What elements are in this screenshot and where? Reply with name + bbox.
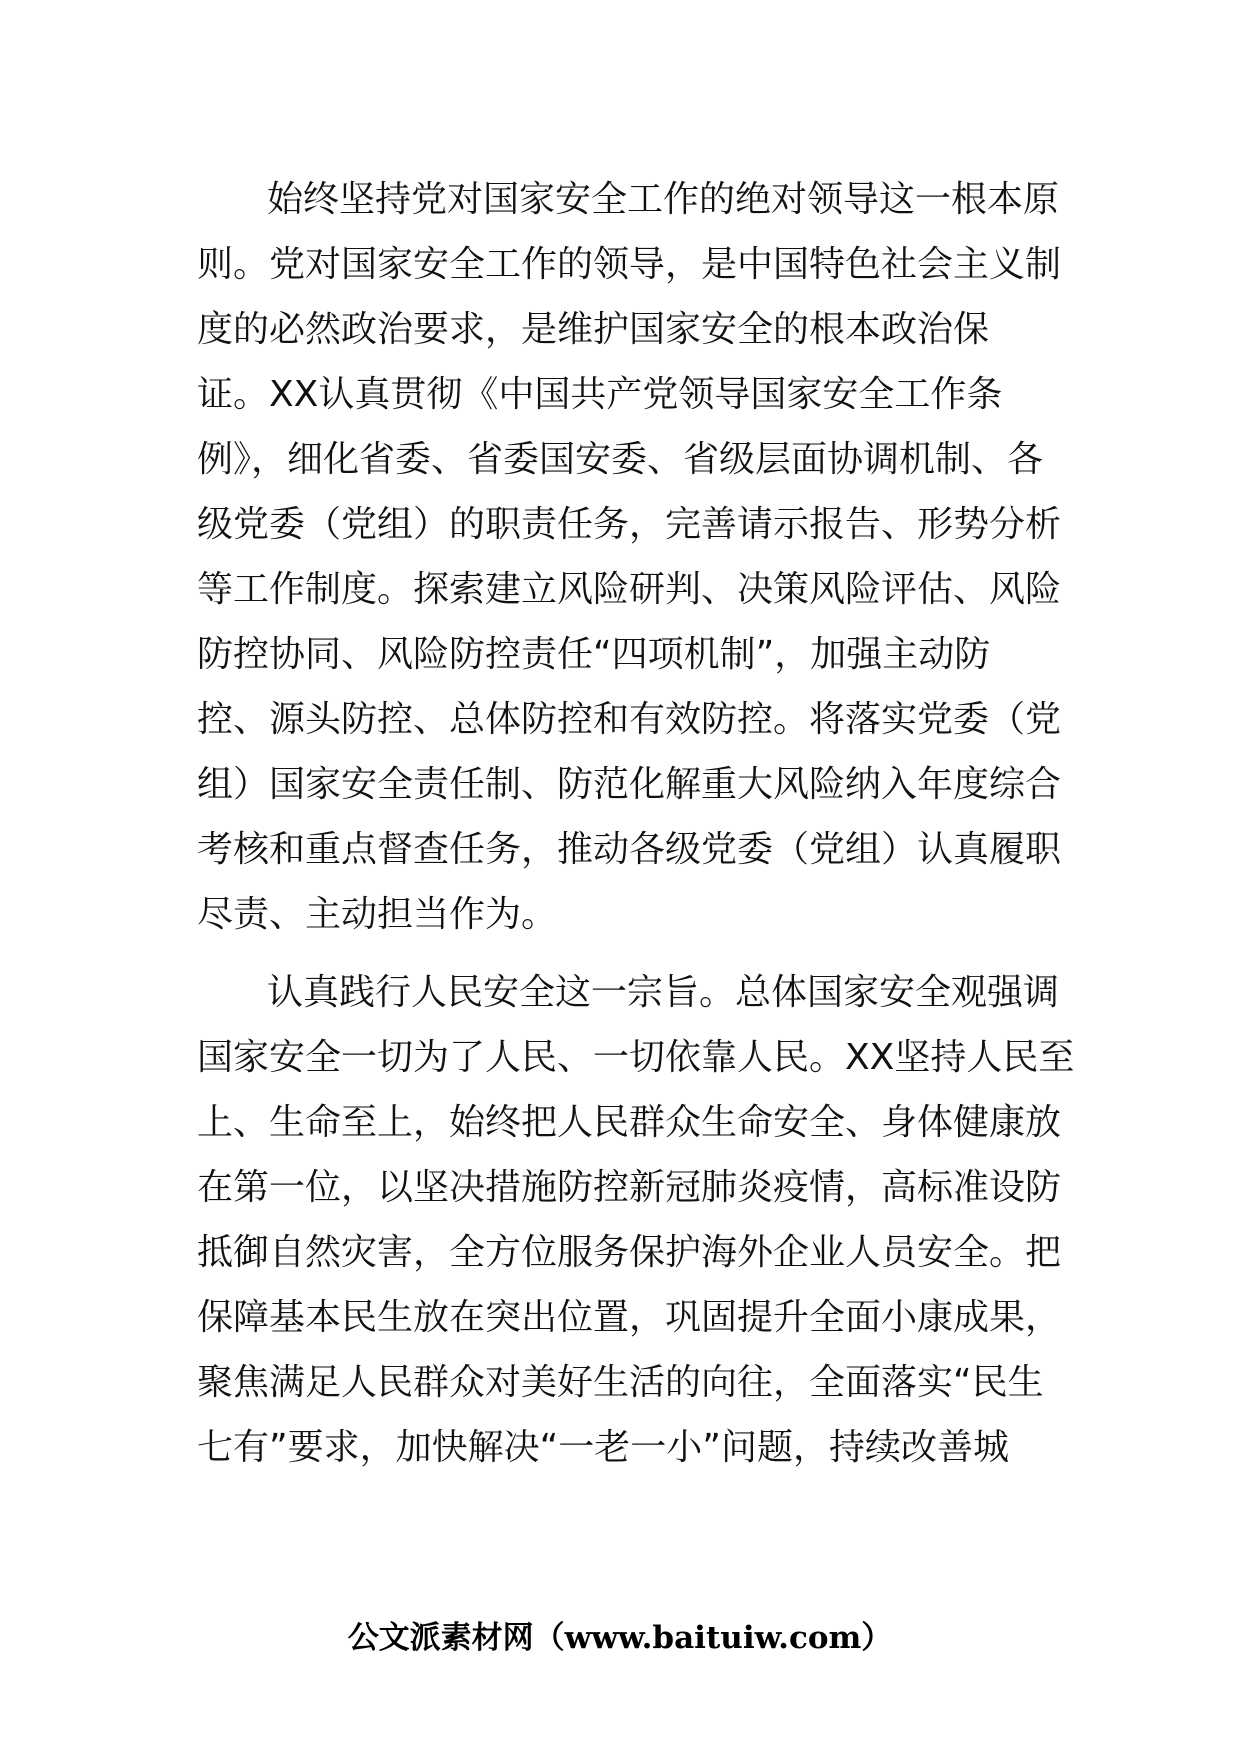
text-line: 七有”要求，加快解决“一老一小”问题，持续改善城	[197, 1427, 1009, 1468]
text-line: 级党委（党组）的职责任务，完善请示报告、形势分析	[197, 504, 1062, 545]
text-line: 证。XX认真贯彻《中国共产党领导国家安全工作条	[197, 374, 1003, 415]
text-line: 在第一位，以坚决措施防控新冠肺炎疫情，高标准设防	[197, 1167, 1062, 1208]
text-line: 等工作制度。探索建立风险研判、决策风险评估、风险	[197, 569, 1062, 610]
text-line: 聚焦满足人民群众对美好生活的向往，全面落实“民生	[197, 1362, 1044, 1403]
text-line: 度的必然政治要求，是维护国家安全的根本政治保	[197, 309, 990, 350]
body-text	[197, 167, 1075, 1480]
footer-watermark: 公文派素材网（www.baituiw.com）	[347, 1620, 893, 1656]
text-line: 国家安全一切为了人民、一切依靠人民。XX坚持人民至	[197, 1037, 1075, 1078]
text-line: 上、生命至上，始终把人民群众生命安全、身体健康放	[197, 1102, 1062, 1143]
text-line: 始终坚持党对国家安全工作的绝对领导这一根本原	[267, 179, 1060, 220]
text-line: 则。党对国家安全工作的领导，是中国特色社会主义制	[197, 244, 1062, 285]
text-line: 控、源头防控、总体防控和有效防控。将落实党委（党	[197, 699, 1062, 740]
text-line: 保障基本民生放在突出位置，巩固提升全面小康成果，	[197, 1297, 1062, 1338]
text-line: 例》，细化省委、省委国安委、省级层面协调机制、各	[197, 439, 1044, 480]
text-line: 抵御自然灾害，全方位服务保护海外企业人员安全。把	[197, 1232, 1062, 1273]
text-line: 认真践行人民安全这一宗旨。总体国家安全观强调	[267, 972, 1060, 1013]
text-line: 防控协同、风险防控责任“四项机制”，加强主动防	[197, 634, 991, 675]
text-line: 尽责、主动担当作为。	[197, 894, 558, 935]
paragraph-1	[197, 167, 1062, 947]
text-line: 考核和重点督查任务，推动各级党委（党组）认真履职	[197, 829, 1062, 870]
paragraph-2	[197, 960, 1075, 1480]
text-line: 组）国家安全责任制、防范化解重大风险纳入年度综合	[197, 764, 1062, 805]
